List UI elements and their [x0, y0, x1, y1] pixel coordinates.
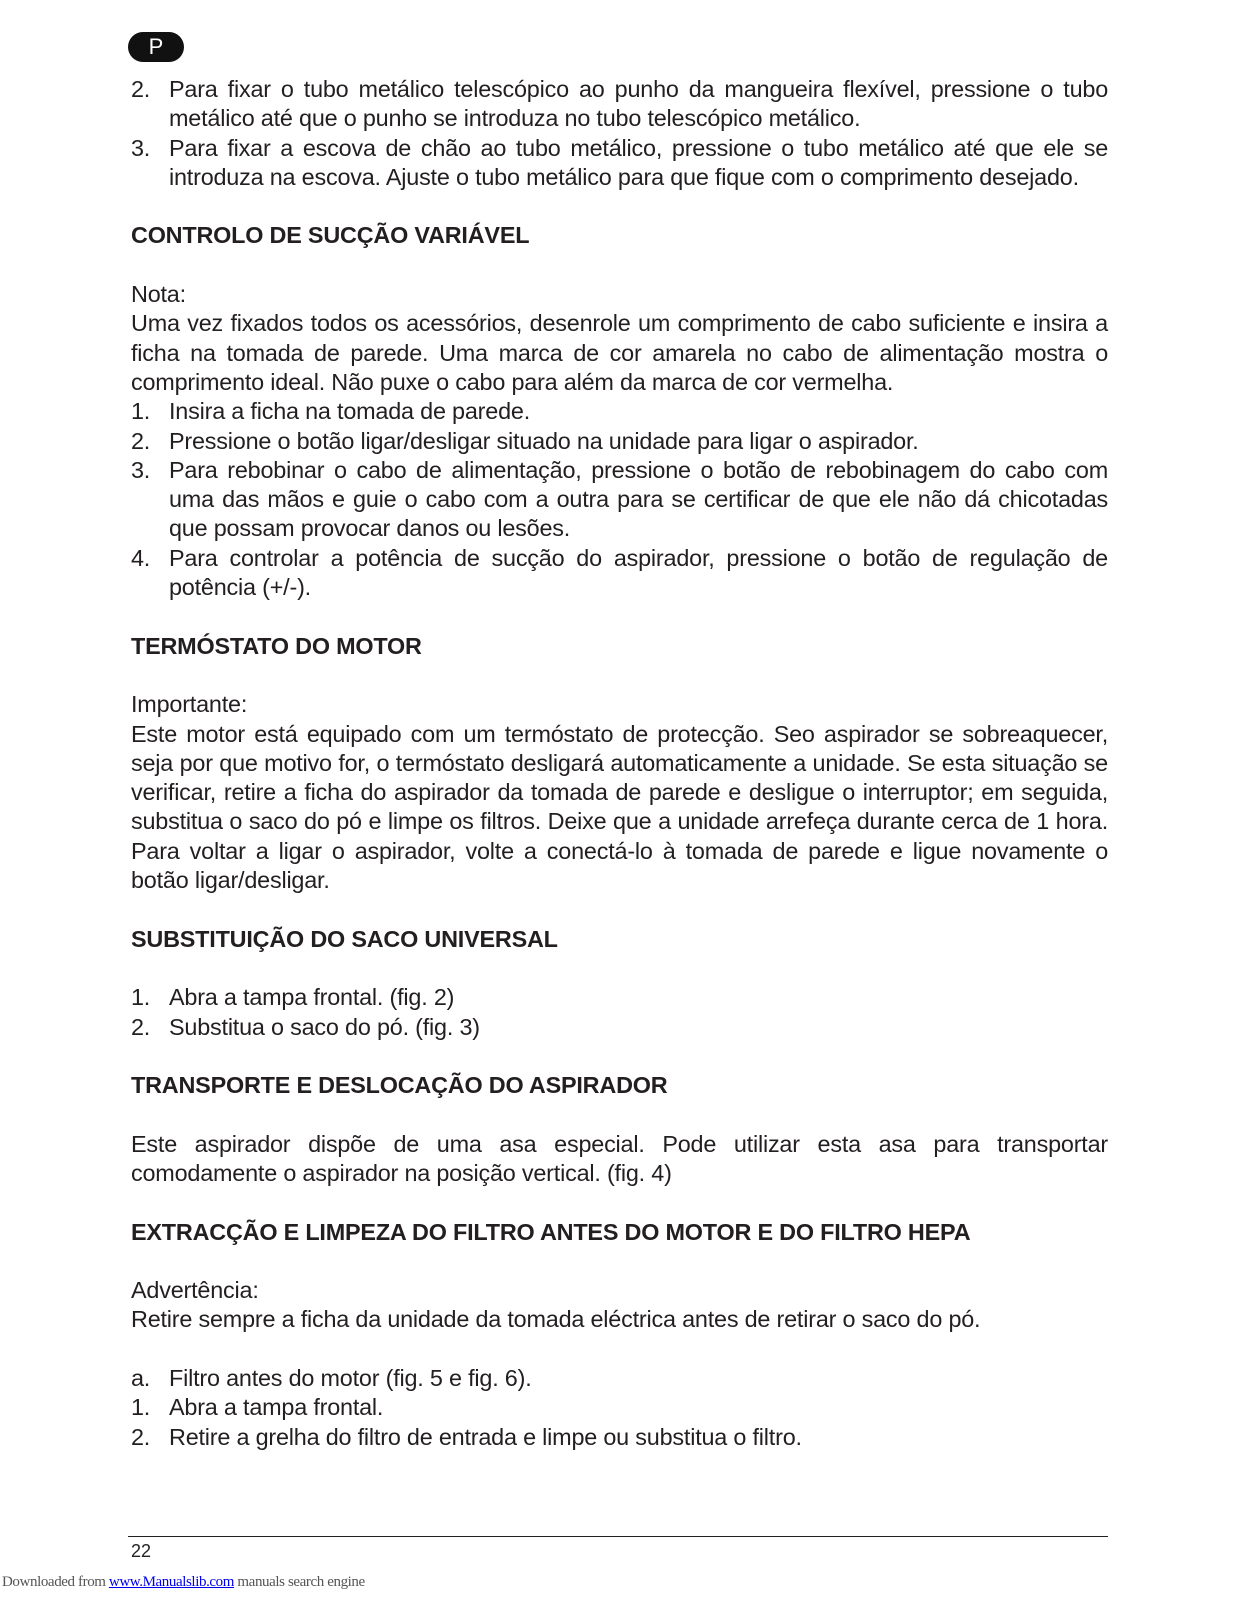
list-number: 2.	[131, 76, 151, 102]
section-heading-bag: SUBSTITUIÇÃO DO SACO UNIVERSAL	[131, 925, 558, 952]
list-item	[131, 134, 1108, 193]
list-text: Abra a tampa frontal. (fig. 2)	[169, 984, 455, 1011]
list-text: Abra a tampa frontal.	[169, 1394, 384, 1421]
download-suffix: manuals search engine	[234, 1574, 365, 1590]
language-badge: P	[128, 32, 184, 62]
list-item	[131, 427, 1108, 456]
list-item	[131, 1393, 1108, 1422]
bag-steps	[131, 983, 1108, 1042]
warning-text: Retire sempre a ficha da unidade da tomada eléctrica antes de retirar o saco do pó.	[131, 1306, 981, 1333]
list-number: 1.	[131, 398, 151, 425]
thermostat-text: Este motor está equipado com um termóstato de protecção. Seo aspirador se sobreaquecer, seja por que motivo for, o termóstato desligará automaticamente a unidade. Se esta situação se verificar, retire a ficha do aspirador da tomada de parede e desligue o interruptor; em seguida, substitua o saco do pó e limpe os filtros. Deixe que a unidade arrefeça durante cerca de 1 hora. Para voltar a ligar o aspirador, volte a conectá-lo à tomada de parede e ligue novamente o botão ligar/desligar.	[131, 720, 1108, 894]
list-item	[131, 1364, 1108, 1393]
list-number: 3.	[131, 134, 151, 161]
intro-list	[131, 75, 1108, 192]
list-text: Filtro antes do motor (fig. 5 e fig. 6).	[169, 1365, 532, 1392]
list-number: 4.	[131, 544, 151, 571]
manual-page-content	[131, 75, 1108, 1452]
list-item	[131, 397, 1108, 426]
download-prefix: Downloaded from	[2, 1574, 109, 1590]
manualslib-link[interactable]: www.Manualslib.com	[108, 1574, 235, 1590]
list-text: Para fixar a escova de chão ao tubo metálico, pressione o tubo metálico até que ele se introduza na escova. Ajuste o tubo metálico para que fique com o comprimento desejado.	[169, 134, 1108, 190]
warning-label: Advertência:	[131, 1277, 259, 1304]
list-item	[131, 456, 1108, 544]
note-label: Nota:	[131, 281, 186, 308]
list-text: Para rebobinar o cabo de alimentação, pressione o botão de rebobinagem do cabo com uma das mãos e guie o cabo com a outra para se certificar de que ele não dá chicotadas que possam provocar danos ou lesões.	[169, 456, 1108, 542]
list-text: Para controlar a potência de sucção do aspirador, pressione o botão de regulação de potência (+/-).	[169, 544, 1108, 601]
list-text: Retire a grelha do filtro de entrada e limpe ou substitua o filtro.	[169, 1423, 802, 1450]
list-number: 1.	[131, 984, 151, 1011]
list-item	[131, 1423, 1108, 1452]
section-heading-transport: TRANSPORTE E DESLOCAÇÃO DO ASPIRADOR	[131, 1072, 668, 1099]
list-number: 2.	[131, 1013, 151, 1040]
page-number: 22	[131, 1541, 152, 1561]
section-heading-filter: EXTRACÇÃO E LIMPEZA DO FILTRO ANTES DO MOTOR E DO FILTRO HEPA	[131, 1218, 971, 1245]
list-item	[131, 983, 1108, 1012]
list-item	[131, 75, 1108, 134]
list-text: Pressione o botão ligar/desligar situado na unidade para ligar o aspirador.	[169, 427, 919, 454]
list-number: 1.	[131, 1394, 151, 1421]
list-text: Substitua o saco do pó. (fig. 3)	[169, 1013, 480, 1040]
list-number: 2.	[131, 1423, 151, 1450]
list-text: Para fixar o tubo metálico telescópico ao punho da mangueira flexível, pressione o tubo metálico até que o punho se introduza no tubo telescópico metálico.	[169, 76, 1108, 132]
list-number: a.	[131, 1365, 151, 1392]
list-text: Insira a ficha na tomada de parede.	[169, 398, 530, 425]
footer-rule	[128, 1536, 1108, 1537]
download-notice	[2, 1574, 365, 1591]
section-heading-suction: CONTROLO DE SUCÇÃO VARIÁVEL	[131, 222, 530, 249]
list-number: 2.	[131, 427, 151, 454]
suction-steps	[131, 397, 1108, 602]
transport-text: Este aspirador dispõe de uma asa especial. Pode utilizar esta asa para transportar comodamente o aspirador na posição vertical. (fig. 4)	[131, 1130, 1108, 1186]
list-item	[131, 1013, 1108, 1042]
filter-steps	[131, 1364, 1108, 1452]
section-heading-thermostat: TERMÓSTATO DO MOTOR	[131, 632, 422, 659]
list-number: 3.	[131, 456, 151, 483]
list-item	[131, 544, 1108, 603]
note-text: Uma vez fixados todos os acessórios, desenrole um comprimento de cabo suficiente e insira a ficha na tomada de parede. Uma marca de cor amarela no cabo de alimentação mostra o comprimento ideal. Não puxe o cabo para além da marca de cor vermelha.	[131, 310, 1108, 395]
important-label: Importante:	[131, 691, 248, 718]
